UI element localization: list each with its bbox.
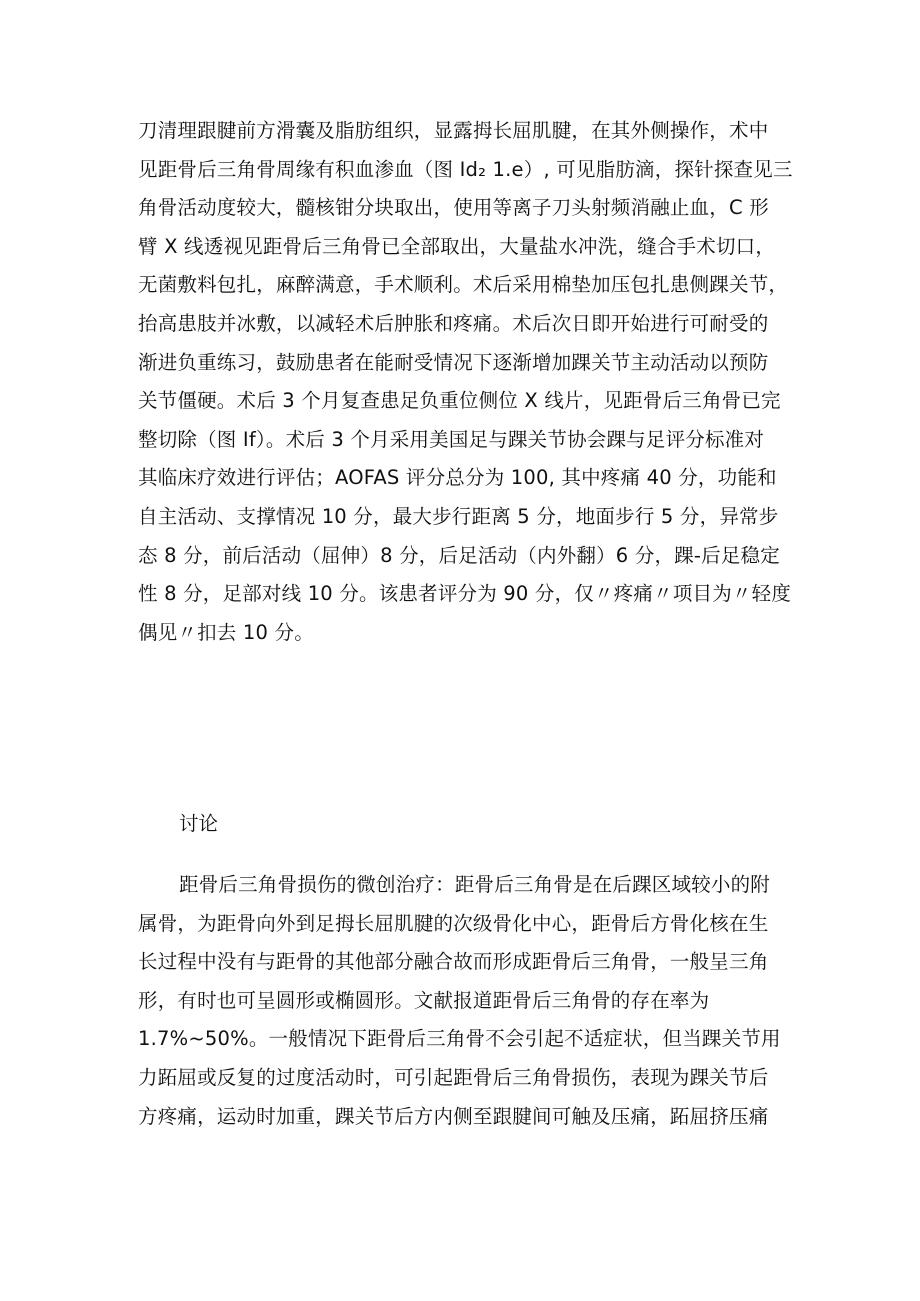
text-line: 长过程中没有与距骨的其他部分融合故而形成距骨后三角骨，一般呈三角 [138,950,769,974]
text-line: 刀清理跟腱前方滑囊及脂肪组织，显露拇长屈肌腱，在其外侧操作，术中 [138,119,769,142]
text-line: 抬高患肢并冰敷，以减轻术后肿胀和疼痛。术后次日即开始进行可耐受的 [138,312,769,335]
text-line: 关节僵硬。术后 3 个月复查患足负重位侧位 X 线片，见距骨后三角骨已完 [138,389,781,413]
text-line: 偶见〃扣去 10 分。 [138,620,314,644]
text-line: 属骨，为距骨向外到足拇长屈肌腱的次级骨化中心，距骨后方骨化核在生 [138,911,769,935]
text-line: 距骨后三角骨损伤的微创治疗：距骨后三角骨是在后踝区域较小的附 [179,873,771,896]
section-heading-discussion: 讨论 [179,812,219,835]
text-line: 见距骨后三角骨周缘有积血渗血（图 Id₂ 1.e）, 可见脂肪滴，探针探查见三 [138,157,793,181]
text-line: 无菌敷料包扎，麻醉满意，手术顺利。术后采用棉垫加压包扎患侧踝关节， [138,273,789,297]
text-line: 态 8 分，前后活动（屈伸）8 分，后足活动（内外翻）6 分，踝-后足稳定 [138,543,780,567]
text-line: 1.7%~50%。一般情况下距骨后三角骨不会引起不适症状，但当踝关节用 [138,1027,781,1051]
text-line: 力跖屈或反复的过度活动时，可引起距骨后三角骨损伤，表现为踝关节后 [138,1066,769,1089]
text-line: 渐进负重练习，鼓励患者在能耐受情况下逐渐增加踝关节主动活动以预防 [138,350,769,374]
text-line: 其临床疗效进行评估；AOFAS 评分总分为 100, 其中疼痛 40 分，功能和 [138,466,777,490]
text-line: 形，有时也可呈圆形或椭圆形。文献报道距骨后三角骨的存在率为 [138,988,710,1012]
text-line: 方疼痛，运动时加重，踝关节后方内侧至跟腱间可触及压痛，跖屈挤压痛 [138,1104,769,1128]
text-line: 自主活动、支撑情况 10 分，最大步行距离 5 分，地面步行 5 分，异常步 [138,505,779,528]
text-line: 性 8 分，足部对线 10 分。该患者评分为 90 分，仅〃疼痛〃项目为〃轻度 [138,582,792,606]
text-line: 臂 X 线透视见距骨后三角骨已全部取出，大量盐水冲洗，缝合手术切口， [138,234,776,258]
text-line: 角骨活动度较大，髓核钳分块取出，使用等离子刀头射频消融止血，C 形 [138,196,769,220]
text-line: 整切除（图 If）。术后 3 个月采用美国足与踝关节协会踝与足评分标准对 [138,427,765,451]
